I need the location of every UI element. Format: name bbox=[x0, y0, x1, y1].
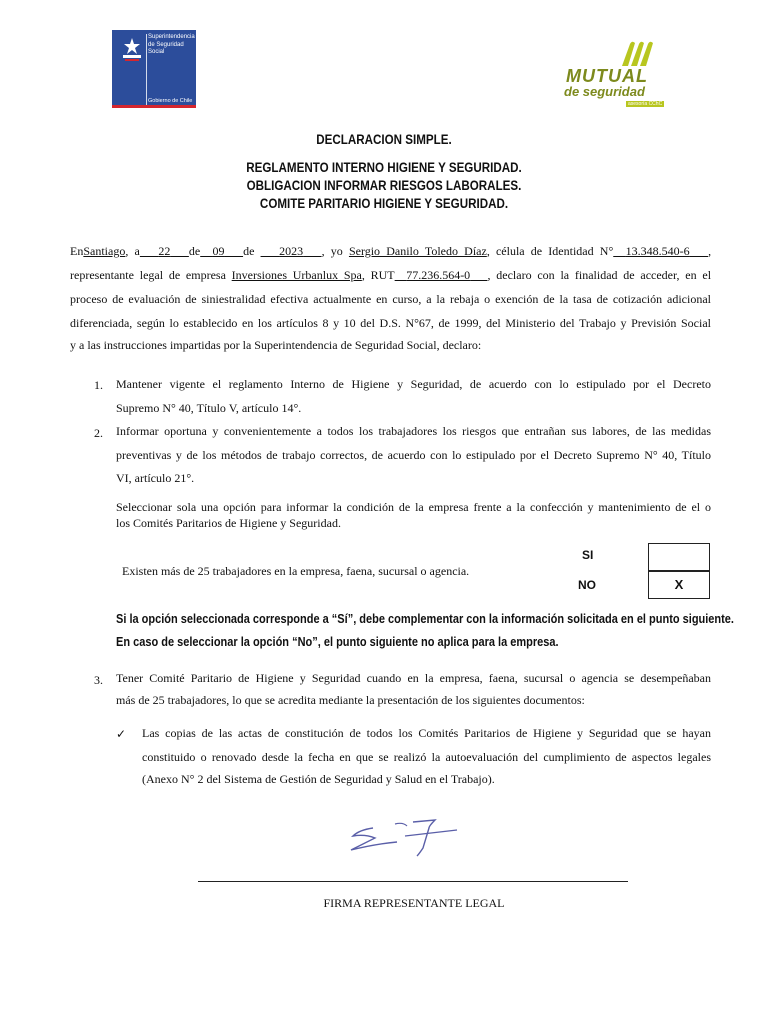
item-2-line-3: VI, artículo 21°. bbox=[116, 471, 195, 485]
option-question: Existen más de 25 trabajadores en la empresa, faena, sucursal o agencia. bbox=[122, 564, 470, 578]
intro-en: En bbox=[70, 244, 84, 258]
signature-caption: FIRMA REPRESENTANTE LEGAL bbox=[323, 896, 505, 910]
intro-company: Inversiones Urbanlux Spa bbox=[231, 268, 362, 282]
intro-line2b: , declaro con la finalidad de acceder, en el bbox=[487, 268, 712, 282]
item-3-line-2: más de 25 trabajadores, lo que se acredita mediante la presentación de los siguientes documentos: bbox=[116, 693, 585, 707]
intro-de1: de bbox=[188, 244, 201, 258]
option-si-label: SI bbox=[582, 548, 594, 562]
logo-left-text: Superintendencia de Seguridad Social bbox=[148, 34, 195, 55]
intro-line-4: diferenciada, según lo establecido en los artículos 8 y 10 del D.S. N°67, de 1999, del Ministerio del Trabajo y Previsión Social bbox=[70, 316, 711, 330]
intro-line-2 bbox=[70, 264, 711, 288]
intro-cedula: , célula de Identidad N° bbox=[486, 244, 614, 258]
intro-line2a: representante legal de empresa bbox=[70, 268, 226, 282]
select-note-line-1: Seleccionar sola una opción para informar la condición de la empresa frente a la confección y mantenimiento de el o bbox=[116, 500, 711, 514]
doc-title: DECLARACION SIMPLE. bbox=[316, 132, 452, 147]
intro-line-3: proceso de evaluación de siniestralidad efectiva actualmente en curso, a la rebaja o exención de la tasa de cotización adicional bbox=[70, 292, 711, 306]
intro-id: 13.348.540-6 bbox=[625, 244, 690, 258]
signature-image bbox=[345, 814, 475, 862]
option-si-box[interactable] bbox=[648, 543, 710, 571]
logo-divider bbox=[146, 34, 147, 106]
intro-rut-label: , RUT bbox=[361, 268, 395, 282]
option-no-box[interactable]: X bbox=[648, 571, 710, 599]
doc-subtitle-1: REGLAMENTO INTERNO HIGIENE Y SEGURIDAD. bbox=[246, 160, 522, 175]
intro-line-1 bbox=[70, 240, 711, 264]
intro-day: 22 bbox=[158, 244, 171, 258]
bold-note-1: Si la opción seleccionada corresponde a “Sí”, debe complementar con la información solicitada en el punto siguiente. bbox=[116, 612, 734, 626]
mutual-brand: MUTUAL bbox=[566, 66, 648, 86]
intro-year: 2023 bbox=[279, 244, 304, 258]
signature-line bbox=[198, 881, 628, 882]
intro-month: 09 bbox=[212, 244, 225, 258]
intro-comma: , bbox=[708, 244, 712, 258]
item-1-line-2: Supremo N° 40, Título V, artículo 14°. bbox=[116, 401, 302, 415]
item-number: 3. bbox=[94, 673, 103, 687]
select-note-line-2: los Comités Paritarios de Higiene y Seguridad. bbox=[116, 516, 341, 530]
doc-subtitle-2: OBLIGACION INFORMAR RIESGOS LABORALES. bbox=[246, 178, 522, 193]
mutual-logo bbox=[560, 40, 682, 112]
item-number: 2. bbox=[94, 426, 103, 440]
mutual-tiny: asesoría CChC bbox=[628, 101, 663, 107]
intro-name: Sergio Danilo Toledo Díaz bbox=[348, 244, 487, 258]
checkmark-icon: ✓ bbox=[116, 727, 127, 741]
logo-left-footer: Gobierno de Chile bbox=[148, 98, 193, 104]
item-2-line-2: preventivas y de los métodos de trabajo correctos, de acuerdo con lo estipulado por el Decreto Supremo N° 40, Título bbox=[116, 448, 711, 462]
intro-a: , a bbox=[125, 244, 140, 258]
item-1-line-1: Mantener vigente el reglamento Interno de Higiene y Seguridad, de acuerdo con lo estipulado por el Decreto bbox=[116, 377, 711, 391]
intro-city: Santiago bbox=[83, 244, 126, 258]
item-2-line-1: Informar oportuna y convenientemente a todos los trabajadores los riesgos que entrañan sus labores, de las medidas bbox=[116, 424, 711, 438]
intro-rut: 77.236.564-0 bbox=[406, 268, 471, 282]
intro-yo: , yo bbox=[321, 244, 343, 258]
logo-red-bar bbox=[112, 105, 196, 108]
bullet-line-1: Las copias de las actas de constitución de todos los Comités Paritarios de Higiene y Seguridad que se hayan bbox=[142, 726, 711, 740]
intro-de2: de bbox=[243, 244, 255, 258]
chile-crest-icon bbox=[119, 36, 145, 64]
option-no-label: NO bbox=[578, 578, 596, 592]
superintendencia-logo bbox=[112, 30, 196, 108]
bullet-line-2: constituido o renovado desde la fecha en que se realizó la autoevaluación del cumplimiento de aspectos legales bbox=[142, 750, 711, 764]
bullet-line-3: (Anexo N° 2 del Sistema de Gestión de Seguridad y Salud en el Trabajo). bbox=[142, 772, 495, 786]
doc-subtitle-3: COMITE PARITARIO HIGIENE Y SEGURIDAD. bbox=[259, 196, 509, 211]
option-table bbox=[116, 542, 714, 600]
intro-line-5: y a las instrucciones impartidas por la Superintendencia de Seguridad Social, declaro: bbox=[70, 338, 482, 352]
item-number: 1. bbox=[94, 378, 103, 392]
item-3-line-1: Tener Comité Paritario de Higiene y Seguridad cuando en la empresa, faena, sucursal o agencia se desempeñaban bbox=[116, 671, 711, 685]
bold-note-2: En caso de seleccionar la opción “No”, el punto siguiente no aplica para la empresa. bbox=[116, 635, 559, 649]
mutual-sub: de seguridad bbox=[564, 84, 645, 99]
